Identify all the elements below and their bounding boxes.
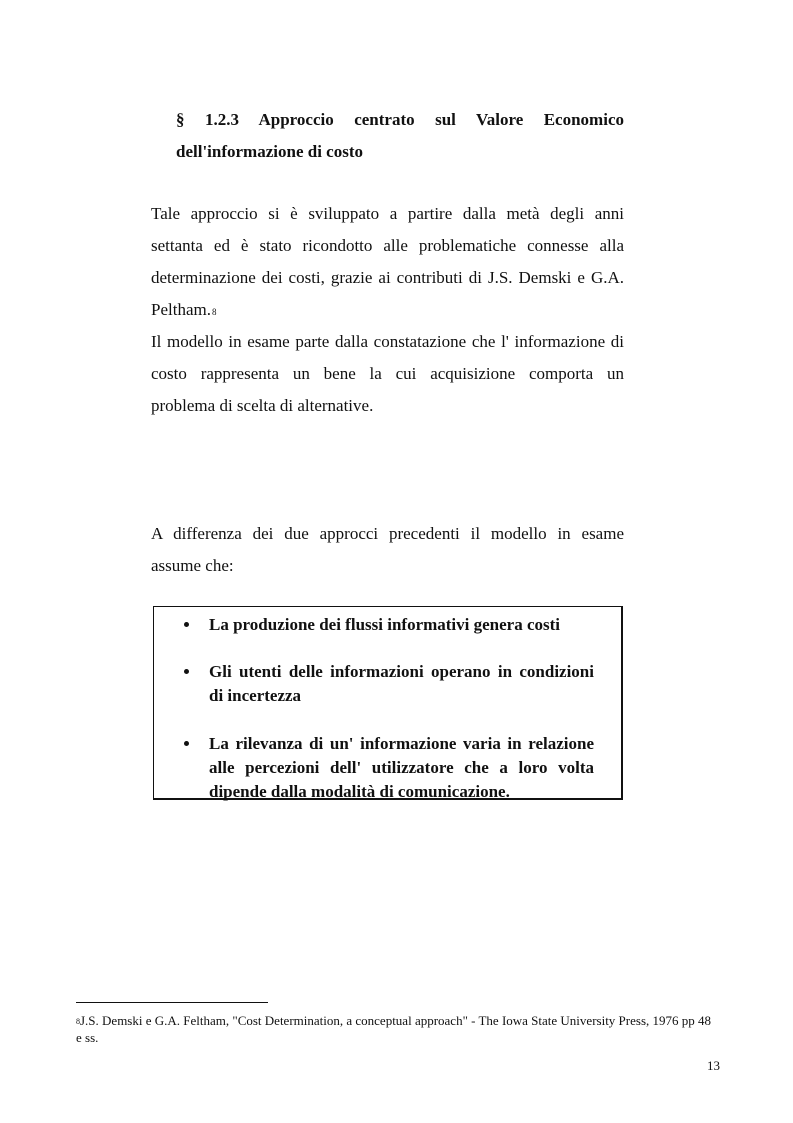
- paragraph-line-text: Peltham.: [151, 300, 211, 319]
- bullet-icon: [184, 622, 189, 627]
- paragraph-line: problema di scelta di alternative.: [151, 396, 374, 415]
- page-number: 13: [707, 1058, 720, 1073]
- paragraph-line: [151, 294, 624, 326]
- bullet-icon: [184, 741, 189, 746]
- list-item-text: [209, 613, 594, 637]
- paragraph-line: Tale approccio si è sviluppato a partire dalla metà degli anni: [151, 204, 624, 223]
- section-heading: [176, 104, 624, 168]
- list-item-line: alle percezioni dell' utilizzatore che a loro volta: [209, 758, 594, 777]
- list-item-line: di incertezza: [209, 686, 302, 705]
- footnote-reference: 8: [211, 307, 217, 317]
- list-item-text: [209, 732, 594, 804]
- paragraph-intro: [151, 198, 624, 326]
- list-item-text: [209, 660, 594, 708]
- paragraph-model: [151, 326, 624, 422]
- list-item-line: Gli utenti delle informazioni operano in condizioni: [209, 662, 594, 681]
- footnote-divider: [76, 1002, 268, 1003]
- list-item-line: La rilevanza di un' informazione varia in relazione: [209, 734, 594, 753]
- assumptions-box: [153, 606, 623, 800]
- paragraph-line: settanta ed è stato ricondotto alle problematiche connesse alla: [151, 236, 624, 255]
- list-item-line: dipende dalla modalità di comunicazione.: [209, 782, 510, 801]
- section-heading-line-2: dell'informazione di costo: [176, 142, 363, 161]
- footnote-number: 8: [76, 1017, 80, 1026]
- paragraph-line: costo rappresenta un bene la cui acquisizione comporta un: [151, 364, 624, 383]
- paragraph-line: A differenza dei due approcci precedenti il modello in esame: [151, 524, 624, 543]
- paragraph-assumptions: [151, 518, 624, 582]
- bullet-icon: [184, 669, 189, 674]
- footnote: [76, 1012, 716, 1046]
- paragraph-line: Il modello in esame parte dalla constatazione che l' informazione di: [151, 332, 624, 351]
- paragraph-line: assume che:: [151, 556, 234, 575]
- section-heading-line-1: § 1.2.3 Approccio centrato sul Valore Economico: [176, 110, 624, 129]
- paragraph-line: determinazione dei costi, grazie ai contributi di J.S. Demski e G.A.: [151, 268, 624, 287]
- footnote-text: J.S. Demski e G.A. Feltham, "Cost Determination, a conceptual approach" - The Iowa State University Press, 1976 pp 48 e ss.: [76, 1013, 712, 1045]
- list-item-line: La produzione dei flussi informativi genera costi: [209, 615, 561, 634]
